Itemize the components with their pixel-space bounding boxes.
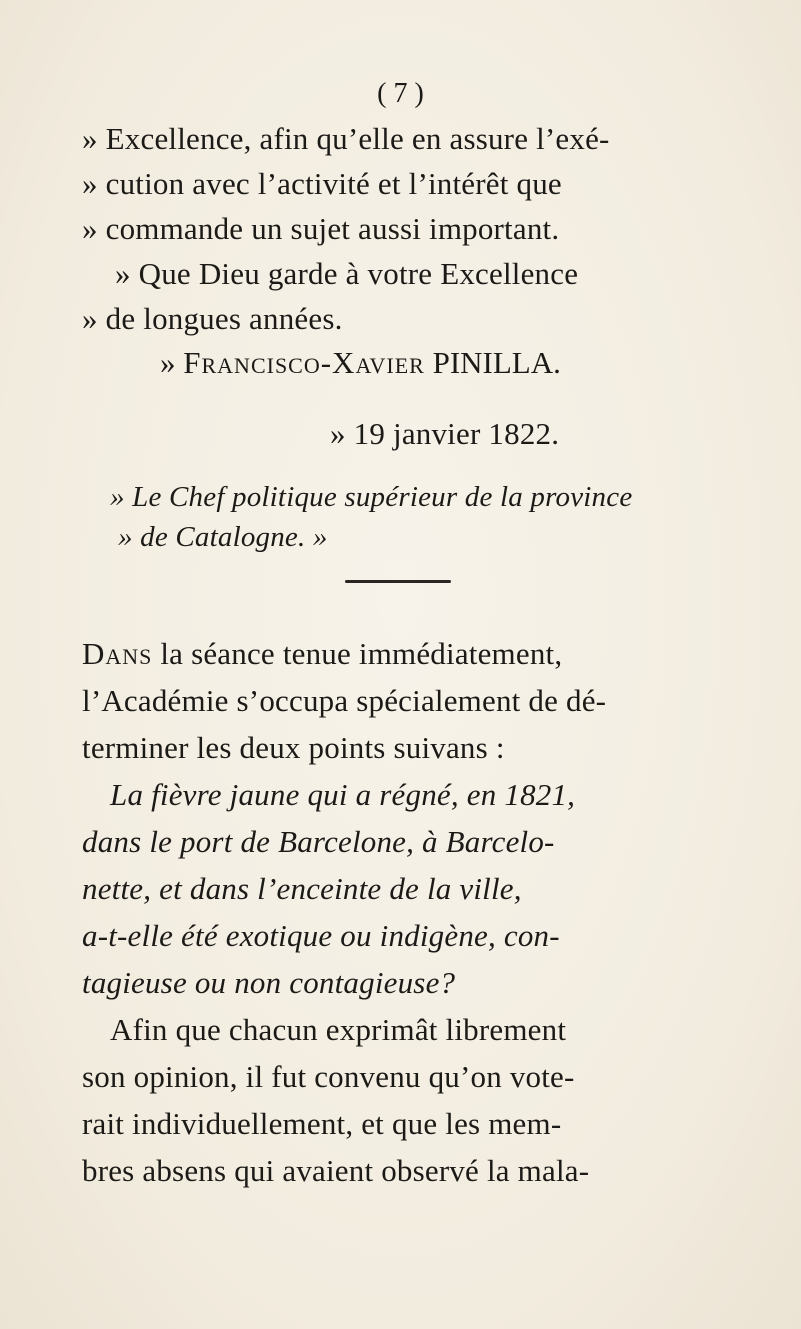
letter-line-1: » Excellence, afin qu’elle en assure l’exé- xyxy=(82,121,610,156)
signature-prefix: » xyxy=(160,345,184,380)
page-number: ( 7 ) xyxy=(377,78,424,109)
body-question-line-1: La fièvre jaune qui a régné, en 1821, xyxy=(110,777,576,812)
letter-line-5: » de longues années. xyxy=(82,301,343,336)
body-final-line-2: son opinion, il fut convenu qu’on vote- xyxy=(82,1059,575,1094)
signature-name-first: Francisco-Xavier xyxy=(183,345,425,380)
body-final-line-4: bres absens qui avaient observé la mala- xyxy=(82,1153,590,1188)
letter-line-3: » commande un sujet aussi important. xyxy=(82,211,560,246)
body-line-1-text: la séance tenue immédiatement, xyxy=(152,636,563,671)
body-line-3: terminer les deux points suivans : xyxy=(82,730,505,765)
signature xyxy=(160,345,561,381)
body-question-line-4: a-t-elle été exotique ou indigène, con- xyxy=(82,918,560,953)
letter-date: » 19 janvier 1822. xyxy=(330,416,560,451)
body-final-line-1: Afin que chacun exprimât librement xyxy=(110,1012,567,1047)
body-question-line-5: tagieuse ou non contagieuse? xyxy=(82,965,456,1000)
body-question-line-2: dans le port de Barcelone, à Barcelo- xyxy=(82,824,555,859)
letter-line-2: » cution avec l’activité et l’intérêt que xyxy=(82,166,562,201)
body-question-line-3: nette, et dans l’enceinte de la ville, xyxy=(82,871,522,906)
signature-name-last: PINILLA. xyxy=(424,345,561,380)
section-divider xyxy=(345,580,451,583)
letter-title-line-2: » de Catalogne. » xyxy=(118,521,328,553)
letter-title-line-1: » Le Chef politique supérieur de la province xyxy=(110,481,633,513)
body-dropcap-word: Dans xyxy=(82,636,153,671)
body-final-line-3: rait individuellement, et que les mem- xyxy=(82,1106,562,1141)
letter-line-4: » Que Dieu garde à votre Excellence xyxy=(115,256,579,291)
body-line-1 xyxy=(82,635,562,673)
body-line-2: l’Académie s’occupa spécialement de dé- xyxy=(82,683,607,718)
